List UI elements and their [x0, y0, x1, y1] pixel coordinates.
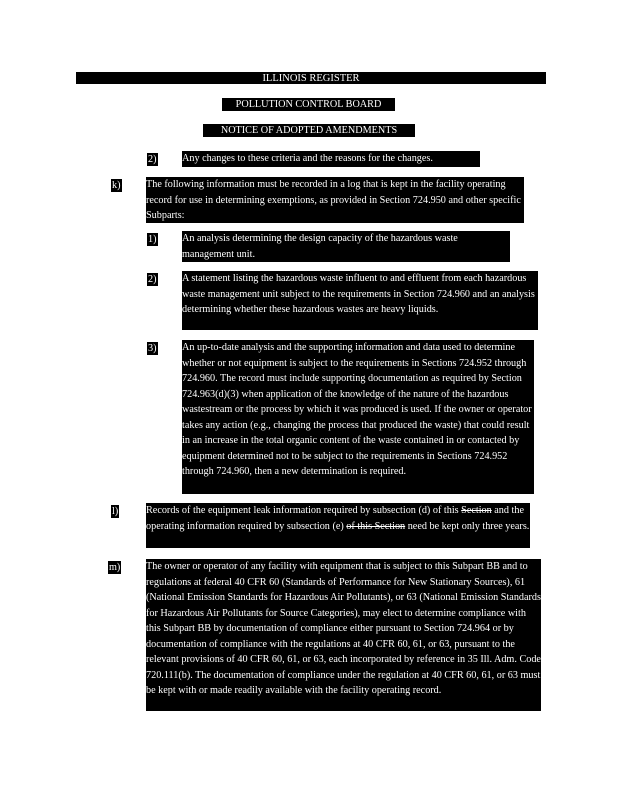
item-l-paragraph	[146, 503, 530, 534]
item-k1-text	[182, 231, 510, 262]
item-k3-label: 3)	[148, 343, 157, 354]
item-k3-paragraph: An up-to-date analysis and the supporting information and data used to determine whether or not equipment is subject to the requirements in Sections 724.952 through 724.960. The record must include supporting documentation as required by Section 724.963(d)(3) when application of the knowledge of the nature of the hazardous wastestream or the process by which it was produced is used. If the owner or operator takes any action (e.g., changing the process that produced the waste) that could result in an increase in the total organic content of the waste contained in or contacted by equipment determined not to be subject to the requirements in Sections 724.952 through 724.960, then a new determination is required.	[182, 342, 532, 477]
item-l-deleted-1: Section	[461, 505, 492, 516]
register-title: ILLINOIS REGISTER	[262, 73, 360, 84]
item-l-part1: Records of the equipment leak information required by subsection (d) of this	[146, 505, 459, 516]
item-m-paragraph: The owner or operator of any facility with equipment that is subject to this Subpart BB and to regulations at federal 40 CFR 60 (Standards of Performance for New Stationary Sources), 61 (National Emission Standards for Hazardous Air Pollutants), or 63 (National Emission Standards for Hazardous Air Pollutants for Source Categories), may elect to determine compliance with this Subpart BB by documentation of compliance either pursuant to Section 724.964 or by documentation of compliance with the regulations at 40 CFR 60, 61, or 63, pursuant to the relevant provisions of 40 CFR 60, 61, or 63, each incorporated by reference in 35 Ill. Adm. Code 720.111(b). The documentation of compliance under the regulation at 40 CFR 60, 61, or 63 must be kept with or made readily available with the facility operating record.	[146, 561, 541, 696]
item-m-text	[146, 559, 541, 711]
item-l-part2: and the operating information required by subsection (e)	[146, 505, 524, 532]
item-k2-text	[182, 271, 538, 330]
item-2-paragraph: Any changes to these criteria and the reasons for the changes.	[182, 153, 433, 164]
item-2-label: 2)	[148, 154, 157, 165]
item-k2-label: 2)	[148, 274, 157, 285]
item-l-deleted-2: of this Section	[346, 520, 406, 532]
board-name-text: POLLUTION CONTROL BOARD	[235, 99, 382, 110]
item-m-label: m)	[109, 562, 121, 573]
item-k3-text	[182, 340, 534, 494]
item-2-text	[182, 151, 480, 167]
item-k-paragraph: The following information must be recorded in a log that is kept in the facility operating record for use in determining exemptions, as provided in Section 724.950 and other specific Subparts:	[146, 179, 521, 221]
item-k1-label: 1)	[148, 234, 157, 245]
item-l-text	[146, 503, 530, 548]
notice-title-text: NOTICE OF ADOPTED AMENDMENTS	[220, 125, 398, 136]
item-k2-paragraph: A statement listing the hazardous waste influent to and effluent from each hazardous waste management unit subject to the requirements in Section 724.960 and an analysis determining whether these hazardous wastes are heavy liquids.	[182, 273, 535, 315]
item-k-label: k)	[112, 180, 121, 191]
item-k1-paragraph: An analysis determining the design capacity of the hazardous waste management unit.	[182, 233, 458, 260]
board-name	[222, 98, 395, 111]
item-l-part3: need be kept only three years.	[407, 520, 530, 532]
item-k-text	[146, 177, 524, 223]
item-l-label: l)	[112, 506, 119, 517]
notice-title	[203, 124, 415, 137]
